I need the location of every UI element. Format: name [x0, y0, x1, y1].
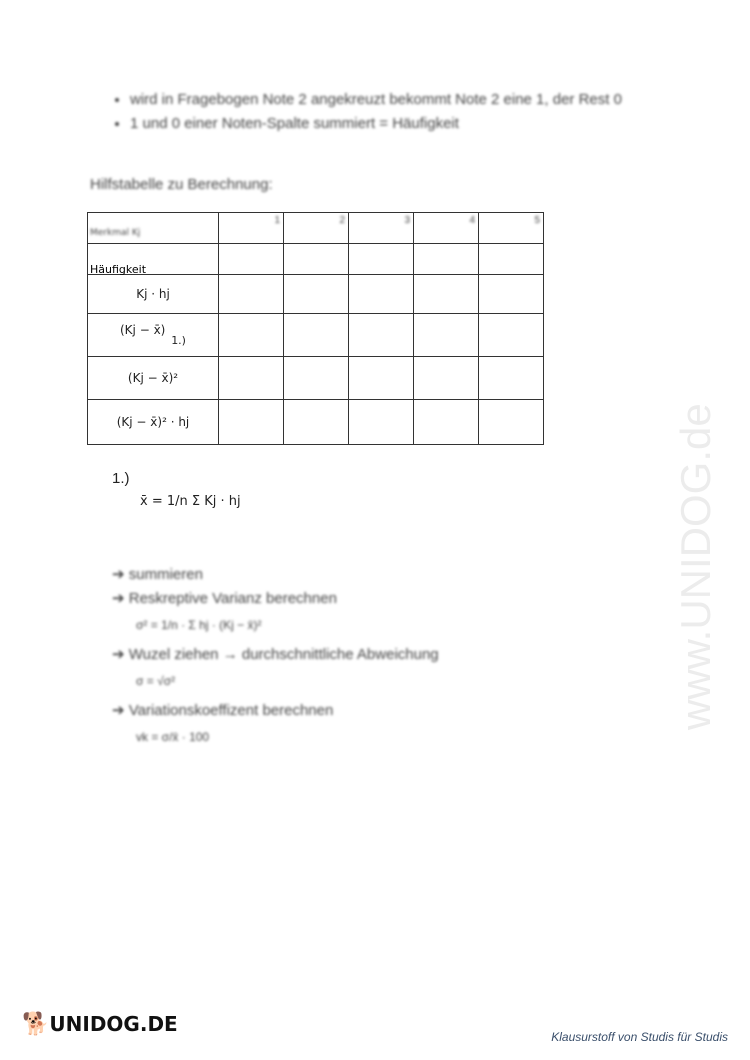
bullet-item: • wird in Fragebogen Note 2 angekreuzt bekommt Note 2 eine 1, der Rest 0: [130, 90, 690, 110]
table-cell-label: Häufigkeit: [88, 244, 219, 275]
table-cell: [414, 314, 479, 357]
variance-formula: σ² = 1/n · Σ hj · (Kj − x̄)²: [136, 618, 262, 632]
table-cell: [349, 244, 414, 275]
table-row: [88, 400, 544, 445]
table-cell: [284, 400, 349, 445]
footnote-ref: 1.): [171, 334, 186, 347]
table-cell: 2: [284, 213, 349, 244]
table-cell-label: (Kj − x̄)² · hj: [88, 400, 219, 445]
step-item: ➔ Reskreptive Varianz berechnen: [112, 590, 337, 607]
coefficient-formula: vk = σ/x̄ · 100: [136, 730, 210, 744]
table-cell: [219, 357, 284, 400]
table-cell: [414, 244, 479, 275]
table-cell: 5: [479, 213, 544, 244]
table-cell: [349, 400, 414, 445]
table-cell: [284, 314, 349, 357]
table-cell: [349, 357, 414, 400]
table-cell: [414, 275, 479, 314]
table-cell: [284, 275, 349, 314]
step-item: ➔ summieren: [112, 566, 203, 583]
table-cell: [349, 275, 414, 314]
watermark-text: www.UNIDOG.de: [672, 403, 719, 730]
table-cell-label: Merkmal Kj: [88, 213, 219, 244]
step-item: ➔ Variationskoeffizent berechnen: [112, 702, 334, 719]
table-cell: [479, 400, 544, 445]
steps-list: [112, 565, 532, 757]
dog-icon: 🐕: [22, 1012, 50, 1037]
table-cell: [219, 244, 284, 275]
stddev-formula: σ = √σ²: [136, 674, 176, 688]
table-row: [88, 275, 544, 314]
table-cell: [479, 314, 544, 357]
table-cell: [284, 244, 349, 275]
table-row: [88, 357, 544, 400]
table-cell-label: (Kj − x̄)²: [88, 357, 219, 400]
footer-tagline: Klausurstoff von Studis für Studis: [551, 1030, 728, 1044]
bullet-list: [110, 90, 690, 138]
table-heading: Hilfstabelle zu Berechnung:: [90, 176, 273, 193]
table-cell: [479, 244, 544, 275]
table-cell: [414, 400, 479, 445]
table-cell: [349, 314, 414, 357]
step-item: ➔ Wuzel ziehen → durchschnittliche Abweichung: [112, 646, 439, 663]
table-cell: 3: [349, 213, 414, 244]
table-cell-label: (Kj − x̄) 1.): [88, 314, 219, 357]
table-cell: 4: [414, 213, 479, 244]
mean-formula: x̄ = 1/n Σ Kj · hj: [140, 494, 241, 509]
table-cell: 1: [219, 213, 284, 244]
table-cell: [414, 357, 479, 400]
table-cell: [219, 314, 284, 357]
table-cell: [479, 275, 544, 314]
table-cell-label: Kj · hj: [88, 275, 219, 314]
watermark: [630, 270, 750, 740]
unidog-logo: 🐕UNIDOG.DE: [22, 1012, 178, 1037]
helper-table: [87, 212, 544, 445]
table-row: [88, 244, 544, 275]
table-cell: [219, 275, 284, 314]
bullet-item: • 1 und 0 einer Noten-Spalte summiert = Häufigkeit: [130, 114, 690, 134]
table-cell: [219, 400, 284, 445]
table-row: [88, 314, 544, 357]
formula-ref-label: 1.): [112, 470, 130, 487]
table-cell: [284, 357, 349, 400]
table-row: [88, 213, 544, 244]
table-cell: [479, 357, 544, 400]
